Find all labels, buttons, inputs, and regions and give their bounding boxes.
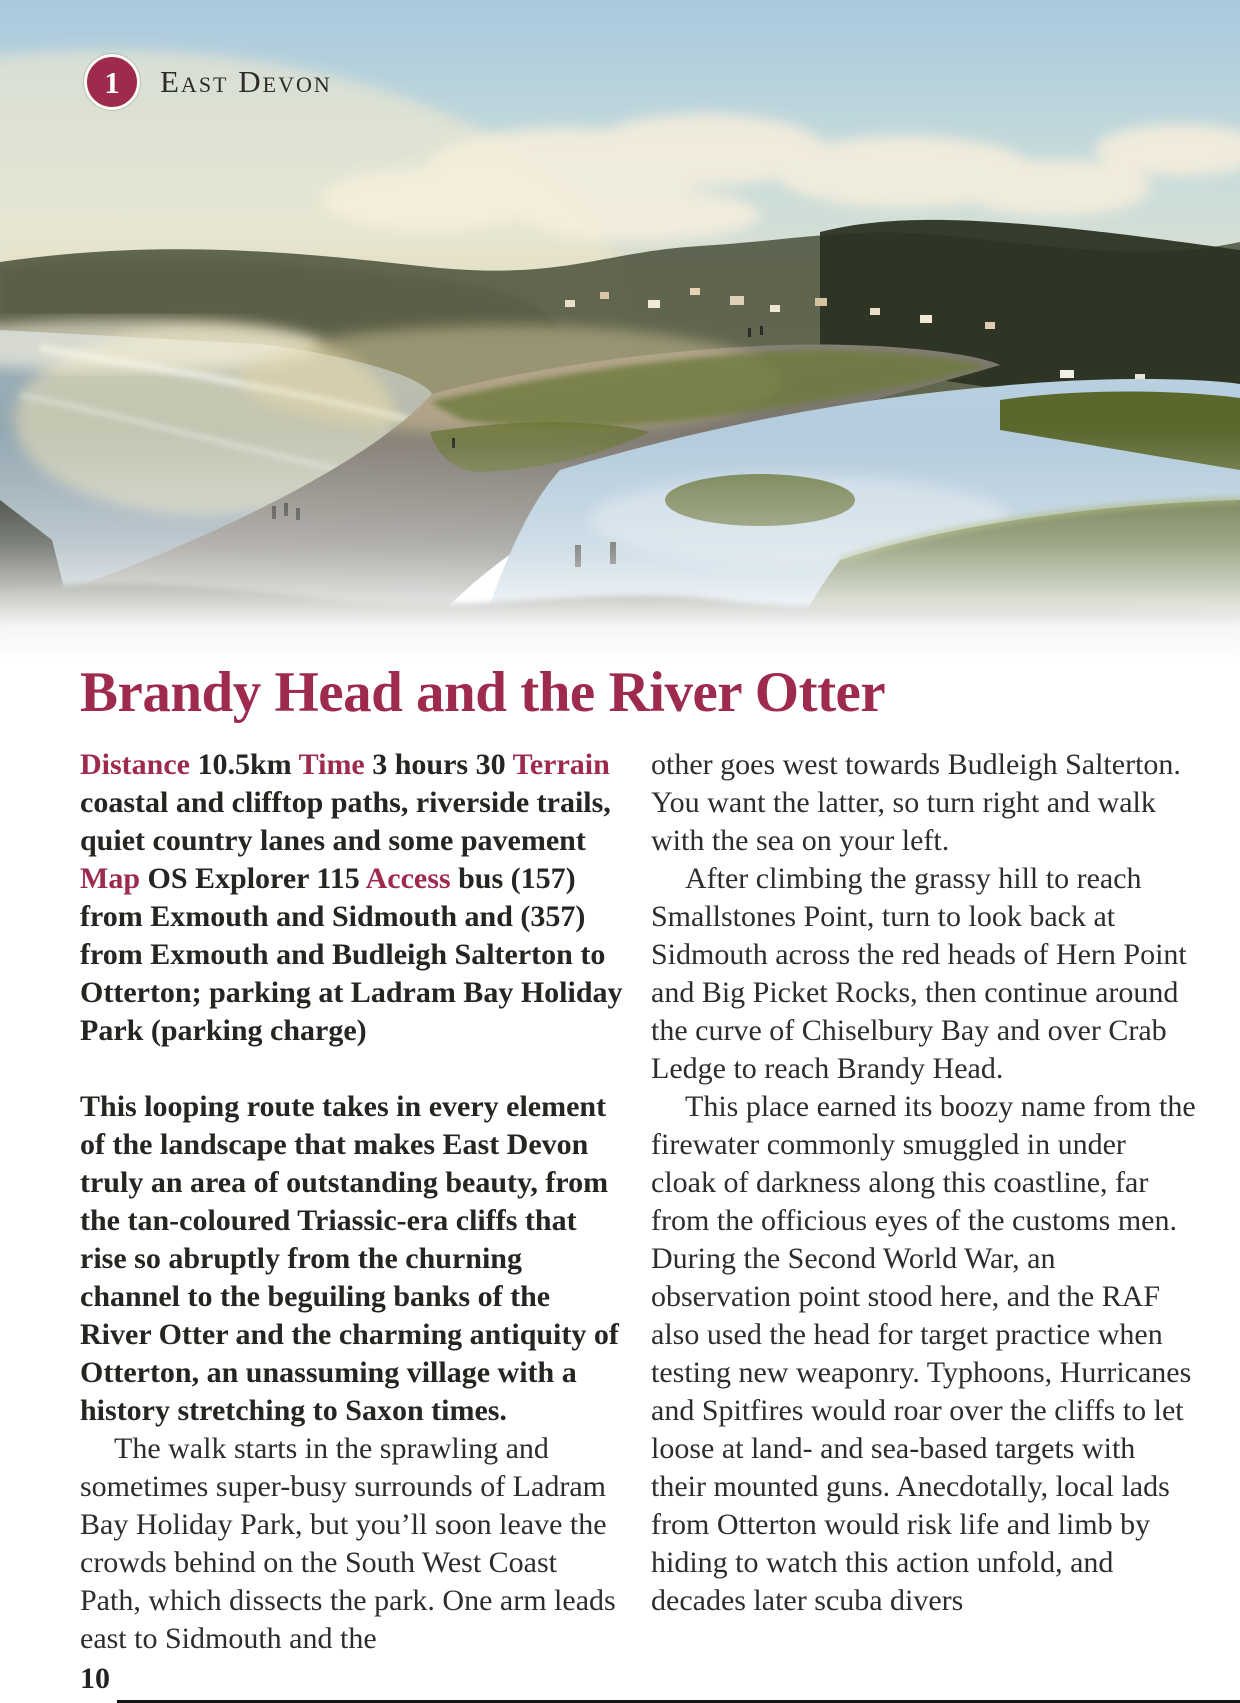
- body-paragraph: This place earned its boozy name from the firewater commonly smuggled in under cloak of darkness along this coastline, far from the officious eyes of the customs men. During the Second World War, an observation point stood here, and the RAF also used the head for target practice when testing new weaponry. Typhoons, Hurricanes and Spitfires would roar over the cliffs to let loose at land- and sea-based targets with their mounted guns. Anecdotally, local lads from Otterton would risk life and limb by hiding to watch this action unfold, and decades later scuba divers: [651, 1090, 1196, 1617]
- info-value-time: 3 hours 30: [372, 748, 506, 781]
- page-header: [84, 54, 332, 110]
- info-value-distance: 10.5km: [197, 748, 292, 781]
- intro-paragraph: This looping route takes in every element of the landscape that makes East Devon truly an area of outstanding beauty, from the tan-coloured Triassic-era cliffs that rise so abruptly from the churning channel to the beguiling banks of the River Otter and the charming antiquity of Otterton, an unassuming village with a history stretching to Saxon times.: [80, 1090, 619, 1427]
- info-label-distance: Distance: [80, 748, 190, 781]
- info-label-map: Map: [80, 862, 140, 895]
- region-name: East Devon: [160, 64, 332, 99]
- region-number: 1: [104, 64, 120, 100]
- walk-info-block: [80, 746, 625, 1050]
- page-number: 10: [80, 1662, 110, 1695]
- info-label-time: Time: [298, 748, 365, 781]
- right-column: [651, 746, 1196, 1658]
- region-number-badge: [84, 54, 140, 110]
- walk-title: Brandy Head and the River Otter: [80, 661, 886, 724]
- info-label-access: Access: [365, 862, 451, 895]
- info-value-terrain: coastal and clifftop paths, riverside trails, quiet country lanes and some pavement: [80, 786, 611, 857]
- body-columns: [80, 746, 1196, 1658]
- body-paragraph: other goes west towards Budleigh Salterton. You want the latter, so turn right and walk with the sea on your left.: [651, 748, 1181, 857]
- info-value-access: bus (157) from Exmouth and Sidmouth and (357) from Exmouth and Budleigh Salterton to Otterton; parking at Ladram Bay Holiday Park (parking charge): [80, 862, 623, 1047]
- info-label-terrain: Terrain: [512, 748, 610, 781]
- body-paragraph: The walk starts in the sprawling and sometimes super-busy surrounds of Ladram Bay Holiday Park, but you’ll soon leave the crowds behind on the South West Coast Path, which dissects the park. One arm leads east to Sidmouth and the: [80, 1432, 616, 1655]
- body-paragraph: After climbing the grassy hill to reach Smallstones Point, turn to look back at Sidmouth across the red heads of Hern Point and Big Picket Rocks, then continue around the curve of Chiselbury Bay and over Crab Ledge to reach Brandy Head.: [651, 862, 1187, 1085]
- left-column: [80, 746, 625, 1658]
- info-value-map: OS Explorer 115: [147, 862, 360, 895]
- hero-photo: [0, 0, 1240, 660]
